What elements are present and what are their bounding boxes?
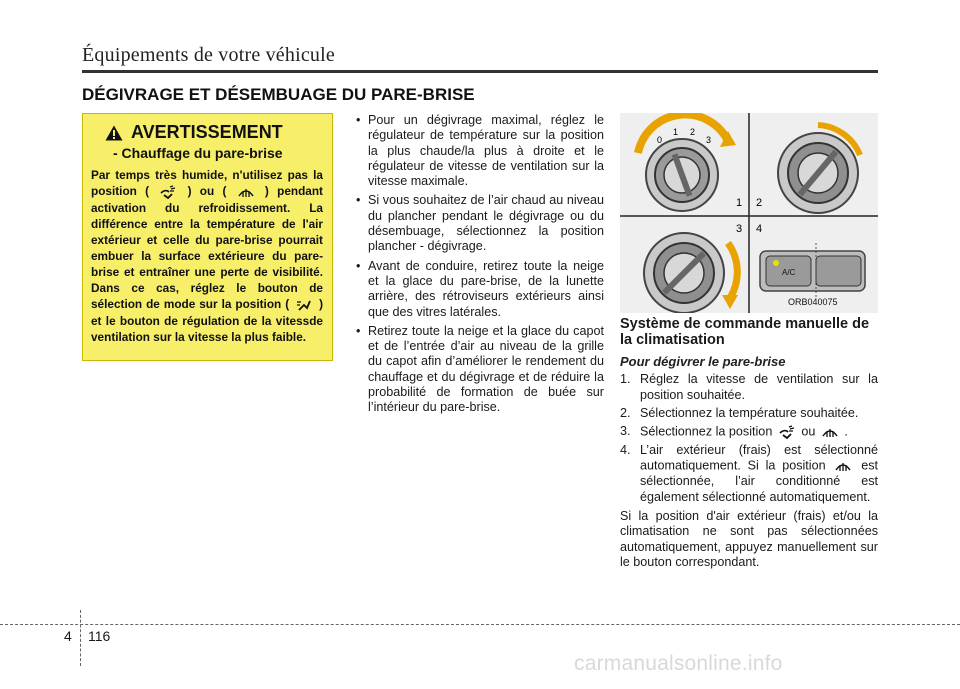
step-text: est sélectionnée, l’air conditionné est également sélectionné automatiquement.: [640, 458, 879, 504]
floor-defrost-mode-icon: [778, 424, 796, 440]
ac-button-panel: [760, 243, 865, 298]
page-header-title: Équipements de votre véhicule: [82, 44, 335, 66]
bullet-list: [352, 113, 604, 416]
page-number: 116: [88, 628, 111, 644]
defrost-mode-icon: [821, 424, 839, 440]
warning-subtitle: - Chauffage du pare-brise: [113, 145, 283, 161]
step-item: [620, 443, 878, 505]
defrost-steps: [620, 372, 878, 505]
defrost-tips: [352, 113, 604, 420]
warning-body: [91, 167, 323, 345]
dial-mark: 2: [690, 127, 696, 137]
warning-text-4: ) et le bouton de régulation de la vitessde ventilation sur la vitesse la plus faible.: [91, 296, 324, 344]
warning-header: [105, 122, 323, 143]
step-item: [620, 372, 878, 403]
figure-label-1: 1: [736, 197, 743, 209]
header-rule: [82, 70, 878, 73]
warning-text-1: Par temps très humide, n'utilisez pas la position (: [91, 168, 323, 198]
step-number: 3.: [620, 424, 631, 439]
dial-mark: 3: [706, 135, 712, 145]
warning-text-3: ) pendant activation du refroidissement. La différence entre la température de l'air extérieur et celle du pare-brise pourrait embuer la surface extérieure du pare-brise et entraîner une perte de visibilité. Dans ce cas, réglez le bouton de sélection de mode sur la position (: [91, 184, 323, 311]
floor-defrost-mode-icon: [159, 184, 177, 200]
list-item: • Pour un dégivrage maximal, réglez le régulateur de température sur la position la plus chaude/la plus à droite et le régulateur de vitesse de ventilation sur la vitesse maximale.: [352, 113, 604, 189]
step-number: 1.: [620, 372, 631, 387]
step-item: [620, 406, 878, 421]
warning-triangle-icon: [105, 125, 123, 141]
manual-climate-title: Système de commande manuelle de la climatisation: [620, 316, 870, 348]
list-item: • Retirez toute la neige et la glace du capot et de l’entrée d’air au niveau de la grille du capot afin d’améliorer le rendement du chauffage et du dégivrage et de réduire la probabilité de formation de buée sur l’intérieur du pare-brise.: [352, 324, 604, 416]
warning-text-2: ) ou (: [187, 184, 227, 198]
section-title: DÉGIVRAGE ET DÉSEMBUAGE DU PARE-BRISE: [82, 85, 475, 104]
list-item: • Si vous souhaitez de l’air chaud au niveau du plancher pendant le dégivrage ou du désembuage, sélectionnez la position plancher - dégivrage.: [352, 193, 604, 254]
step-text: .: [844, 424, 848, 439]
manual-climate-section: [620, 316, 878, 570]
defrost-mode-icon: [834, 458, 852, 474]
ac-button-label: A/C: [782, 268, 796, 277]
chapter-number: 4: [64, 628, 72, 644]
figure-label-2: 2: [756, 197, 763, 209]
step-text: Réglez la vitesse de ventilation sur la position souhaitée.: [640, 372, 878, 402]
watermark-text: carmanualsonline.info: [574, 652, 783, 675]
warning-title: AVERTISSEMENT: [131, 122, 283, 142]
list-item: • Avant de conduire, retirez toute la neige et la glace du pare-brise, de la lunette arrière, des rétroviseurs extérieurs ainsi que des vitres latérales.: [352, 259, 604, 320]
face-vent-mode-icon: [295, 297, 313, 313]
step-text: Sélectionnez la température souhaitée.: [640, 405, 859, 420]
footer-vertical-divider: [80, 610, 81, 666]
dial-mark: 1: [673, 127, 679, 137]
climate-control-figure: [620, 113, 878, 313]
figure-label-3: 3: [736, 223, 743, 235]
step-text: ou: [801, 424, 816, 439]
step-item: [620, 424, 878, 440]
figure-code: ORB040075: [788, 297, 838, 307]
warning-box: [82, 113, 333, 361]
step-number: 2.: [620, 405, 631, 420]
figure-label-4: 4: [756, 223, 763, 235]
step-text: L’air extérieur (frais) est sélectionné automatiquement. Si la position: [640, 443, 878, 473]
step-text: Sélectionnez la position: [640, 424, 773, 439]
dial-mark: 0: [657, 135, 663, 145]
defrost-mode-icon: [237, 184, 255, 200]
defrost-subtitle: Pour dégivrer le pare-brise: [620, 354, 786, 369]
step-number: 4.: [620, 443, 631, 458]
climate-dials-illustration: [620, 113, 878, 313]
footer-divider: [0, 624, 960, 625]
manual-note: Si la position d'air extérieur (frais) et/ou la climatisation ne sont pas sélectionnées automatiquement, appuyez manuellement sur le bouton correspondant.: [620, 509, 878, 569]
